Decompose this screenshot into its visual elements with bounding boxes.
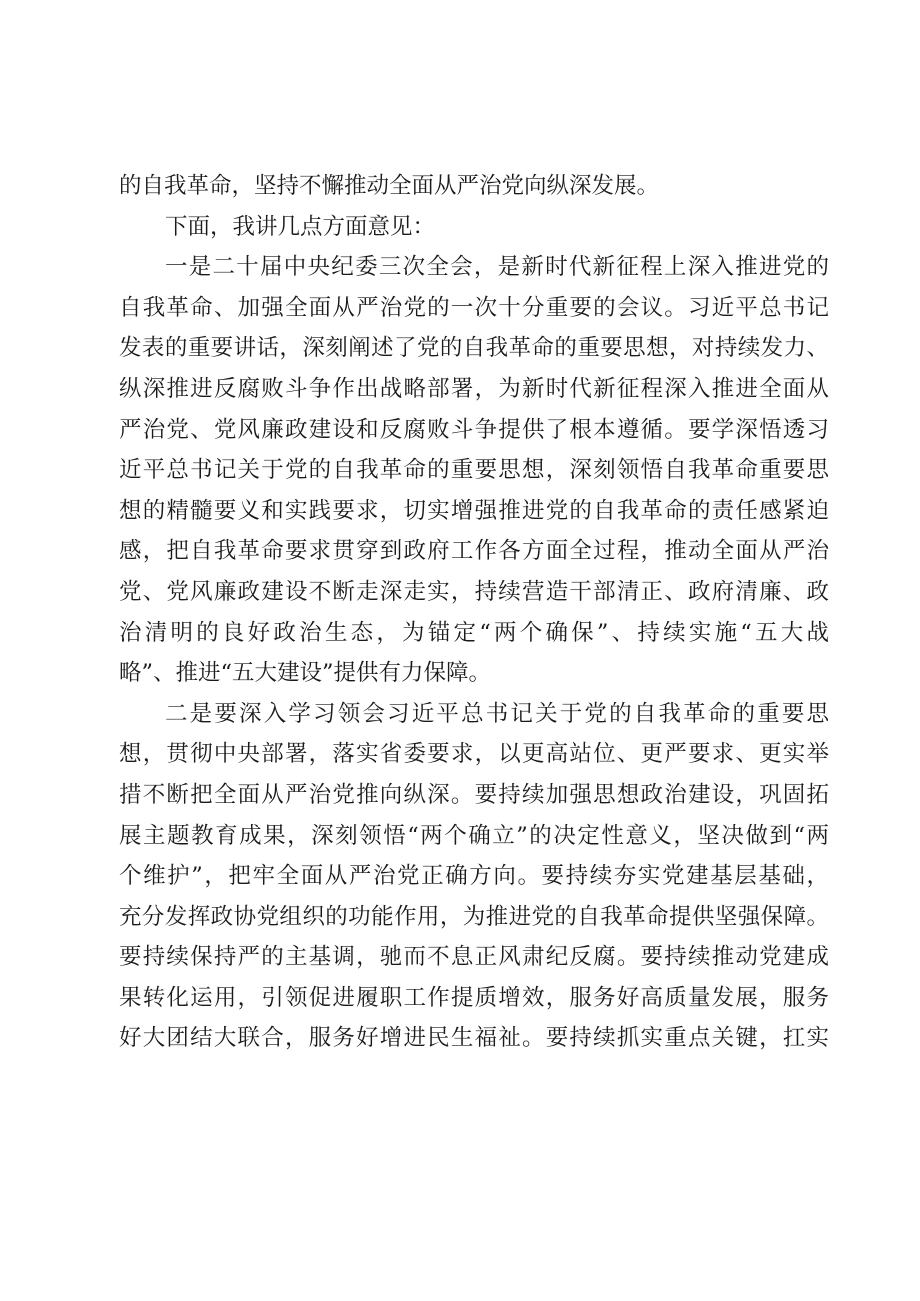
text-line: 充分发挥政协党组织的功能作用，为推进党的自我革命提供坚强保障。: [119, 903, 829, 930]
body-text: [119, 166, 829, 1059]
text-line: 要持续保持严的主基调，驰而不息正风肃纪反腐。要持续推动党建成: [119, 944, 829, 971]
text-line: 自我革命、加强全面从严治党的一次十分重要的会议。习近平总书记: [119, 294, 829, 321]
paragraph-one-first-line: 一是二十届中央纪委三次全会，是新时代新征程上深入推进党的: [165, 254, 829, 281]
text-line: 纵深推进反腐败斗争作出战略部署，为新时代新征程深入推进全面从: [119, 375, 829, 402]
text-line: 感，把自我革命要求贯穿到政府工作各方面全过程，推动全面从严治: [119, 538, 829, 565]
text-line: 想的精髓要义和实践要求，切实增强推进党的自我革命的责任感紧迫: [119, 497, 829, 524]
text-line: 好大团结大联合，服务好增进民生福祉。要持续抓实重点关键，扛实: [119, 1025, 829, 1052]
text-line: 略”、推进“五大建设”提供有力保障。: [119, 660, 492, 687]
paragraph-intro-line: 下面，我讲几点方面意见：: [165, 213, 436, 240]
paragraph-two-first-line: 二是要深入学习领会习近平总书记关于党的自我革命的重要思: [165, 700, 829, 727]
text-line: 个维护”，把牢全面从严治党正确方向。要持续夯实党建基层基础，: [119, 863, 829, 890]
text-line: 发表的重要讲话，深刻阐述了党的自我革命的重要思想，对持续发力、: [119, 335, 829, 362]
text-line: 的自我革命，坚持不懈推动全面从严治党向纵深发展。: [119, 173, 660, 199]
text-line: 想，贯彻中央部署，落实省委要求，以更高站位、更严要求、更实举: [119, 741, 829, 768]
text-line: 党、党风廉政建设不断走深走实，持续营造干部清正、政府清廉、政: [119, 578, 829, 605]
text-line: 展主题教育成果，深刻领悟“两个确立”的决定性意义，坚决做到“两: [119, 822, 829, 849]
text-line: 近平总书记关于党的自我革命的重要思想，深刻领悟自我革命重要思: [119, 457, 829, 484]
text-line: 治清明的良好政治生态，为锚定“两个确保”、持续实施“五大战: [119, 619, 829, 646]
text-line: 严治党、党风廉政建设和反腐败斗争提供了根本遵循。要学深悟透习: [119, 416, 829, 443]
text-line: 措不断把全面从严治党推向纵深。要持续加强思想政治建设，巩固拓: [119, 781, 829, 808]
text-line: 果转化运用，引领促进履职工作提质增效，服务好高质量发展，服务: [119, 984, 829, 1011]
